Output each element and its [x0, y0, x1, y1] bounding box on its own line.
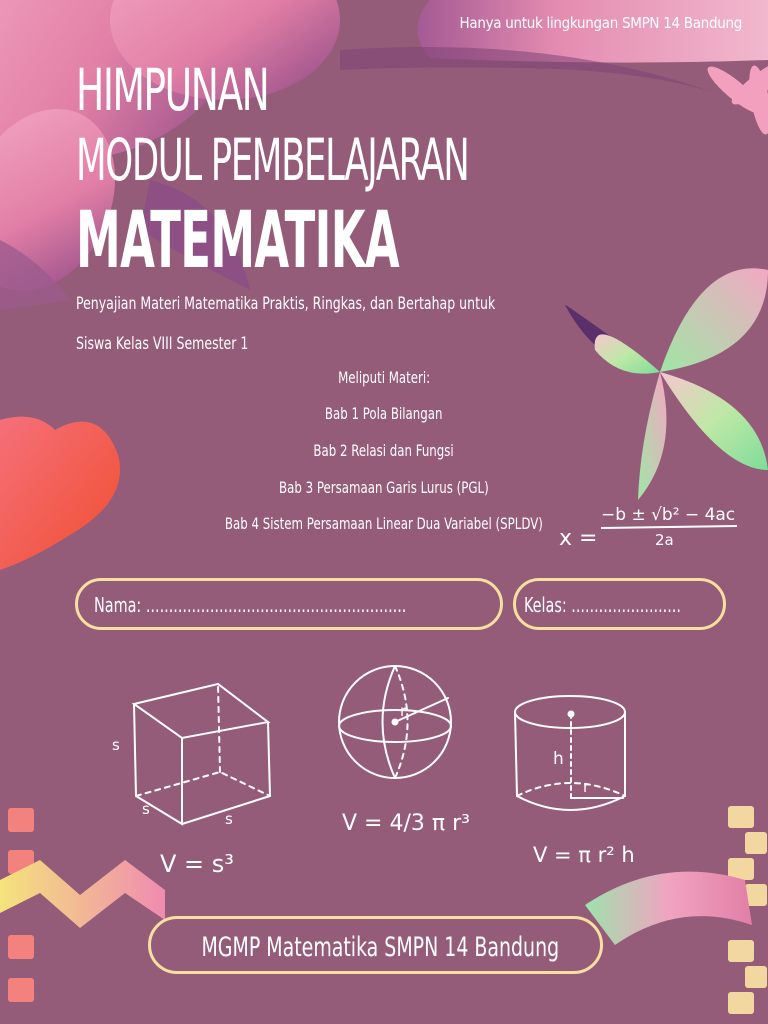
materials-item: Bab 1 Pola Bilangan — [325, 404, 443, 423]
cube-side-left: s — [112, 736, 120, 754]
cylinder-radius-label: r — [583, 778, 590, 796]
quadratic-denominator: 2a — [655, 531, 674, 549]
quadratic-lhs: x = — [559, 526, 598, 551]
cylinder-volume-formula: V = π r² h — [533, 843, 635, 867]
materials-item: Bab 3 Persamaan Garis Lurus (PGL) — [279, 478, 489, 497]
footer-label: MGMP Matematika SMPN 14 Bandung — [201, 932, 560, 963]
materials-item: Bab 2 Relasi dan Fungsi — [313, 441, 455, 460]
sphere-sketch — [320, 660, 470, 850]
quadratic-numerator: −b ± √b² − 4ac — [601, 505, 736, 525]
cube-volume-formula: V = s³ — [160, 850, 234, 878]
sphere-volume-formula: V = 4/3 π r³ — [342, 811, 470, 836]
materials-item: Bab 4 Sistem Persamaan Linear Dua Variabel (SPLDV) — [225, 514, 543, 533]
sphere-radius-label: r — [400, 702, 407, 720]
class-field-label: Kelas: ........................ — [524, 593, 681, 617]
usage-notice: Hanya untuk lingkungan SMPN 14 Bandung — [459, 14, 742, 32]
arc-band — [585, 872, 752, 945]
materials-heading: Meliputi Materi: — [337, 368, 431, 387]
name-field-label: Nama: ......................................................... — [94, 593, 407, 617]
title-line-himpunan: HIMPUNAN — [76, 56, 269, 124]
class-field[interactable] — [513, 578, 726, 630]
cylinder-sketch — [505, 686, 655, 876]
pink-starburst — [702, 49, 768, 136]
cube-side-bottom: s — [142, 800, 150, 818]
cylinder-height-label: h — [553, 749, 564, 769]
subtitle-line-1: Penyajian Materi Matematika Praktis, Ringkas, dan Bertahap untuk — [76, 294, 496, 314]
subtitle-line-2: Siswa Kelas VIII Semester 1 — [76, 334, 249, 354]
title-line-modul: MODUL PEMBELAJARAN — [76, 126, 469, 194]
title-line-matematika: MATEMATIKA — [76, 196, 400, 286]
cube-side-right: s — [225, 810, 233, 828]
cube-sketch — [100, 676, 290, 881]
quadratic-formula — [555, 495, 755, 557]
footer-badge — [148, 916, 603, 974]
name-field[interactable] — [75, 578, 503, 630]
